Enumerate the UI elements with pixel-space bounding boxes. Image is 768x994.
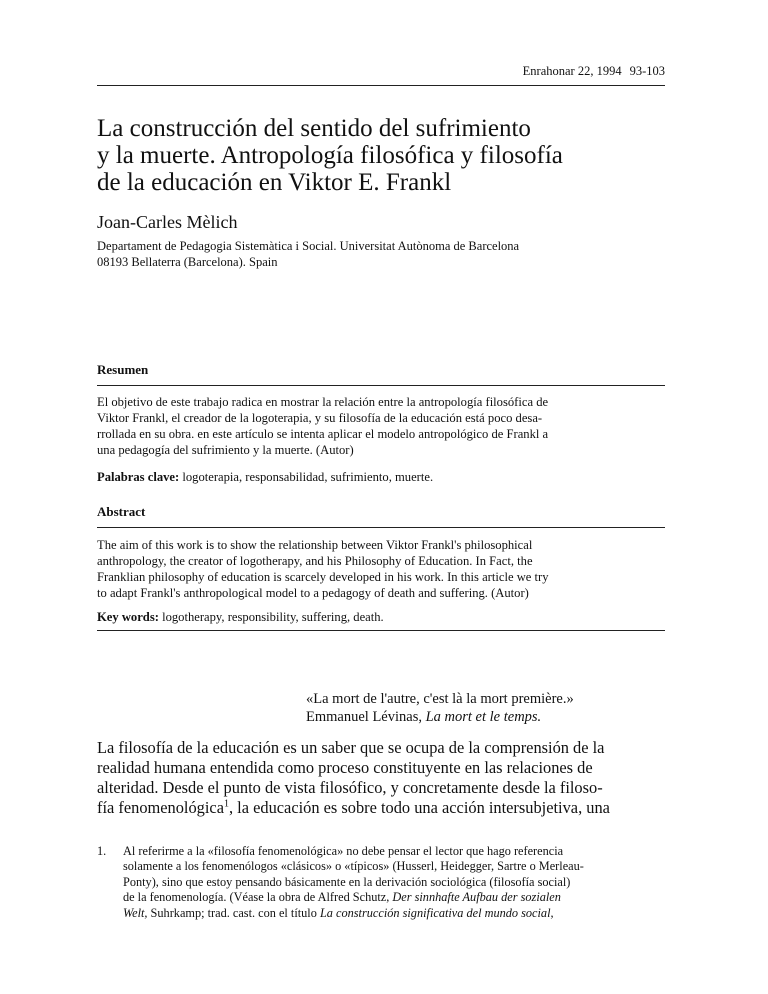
abstract-keywords xyxy=(97,609,665,625)
epigraph xyxy=(306,690,574,726)
abstract-line: Franklian philosophy of education is scarcely developed in his work. In this article we try xyxy=(97,570,549,584)
running-header xyxy=(97,64,665,86)
journal-citation: Enrahonar 22, 1994 xyxy=(522,64,622,78)
keywords-list: logoterapia, responsabilidad, sufrimiento, muerte. xyxy=(182,470,434,484)
body-line: La filosofía de la educación es un saber que se ocupa de la comprensión de la xyxy=(97,738,605,757)
body-line: alteridad. Desde el punto de vista filosófico, y concretamente desde la filoso- xyxy=(97,778,603,797)
abstract-heading: Abstract xyxy=(97,504,665,528)
resumen-line: Viktor Frankl, el creador de la logoterapia, y su filosofía de la educación está poco desa- xyxy=(97,411,543,425)
body-text xyxy=(97,738,665,818)
resumen-text xyxy=(97,394,665,458)
footnote-line: de la fenomenología. (Véase la obra de Alfred Schutz, Der sinnhafte Aufbau der sozialen xyxy=(123,890,561,905)
footnote-reference[interactable]: 1 xyxy=(223,798,229,810)
footnote-line: Welt, Suhrkamp; trad. cast. con el título La construcción significativa del mundo social, xyxy=(123,905,554,920)
title-line: y la muerte. Antropología filosófica y filosofía xyxy=(97,142,563,169)
epigraph-quote: «La mort de l'autre, c'est là la mort première.» xyxy=(306,691,574,707)
keywords-label: Key words: xyxy=(97,610,159,624)
footnote-line: Al referirme a la «filosofía fenomenológica» no debe pensar el lector que hago referencia xyxy=(123,844,564,858)
footnote-line: Ponty), sino que estoy pensando básicamente en la derivación sociológica (filosofía social) xyxy=(123,874,571,889)
body-line: fía fenomenológica$^1$, la educación es sobre todo una acción intersubjetiva, una xyxy=(97,798,610,817)
footnote-line: solamente a los fenomenólogos «clásicos» o «típicos» (Husserl, Heidegger, Sartre o Merleau- xyxy=(123,859,584,874)
affiliation-line: 08193 Bellaterra (Barcelona). Spain xyxy=(97,255,278,269)
footnote-number: 1. xyxy=(97,844,107,858)
body-line: realidad humana entendida como proceso constituyente en las relaciones de xyxy=(97,758,593,777)
section-divider xyxy=(97,630,665,631)
abstract-line: anthropology, the creator of logotherapy, and his Philosophy of Education. In Fact, the xyxy=(97,554,533,568)
affiliation-line: Departament de Pedagogia Sistemàtica i Social. Universitat Autònoma de Barcelona xyxy=(97,239,520,253)
resumen-line: una pedagogía del sufrimiento y la muerte. (Autor) xyxy=(97,443,354,457)
abstract-text xyxy=(97,537,665,601)
abstract-line: to adapt Frankl's anthropological model to a pedagogy of death and suffering. (Autor) xyxy=(97,586,529,600)
resumen-line: El objetivo de este trabajo radica en mostrar la relación entre la antropología filosófica de xyxy=(97,395,549,409)
abstract-line: The aim of this work is to show the relationship between Viktor Frankl's philosophical xyxy=(97,538,533,552)
keywords-list: logotherapy, responsibility, suffering, death. xyxy=(162,610,384,624)
page-range: 93-103 xyxy=(629,64,665,78)
article-title xyxy=(97,115,665,196)
resumen-heading: Resumen xyxy=(97,362,665,386)
title-line: La construcción del sentido del sufrimiento xyxy=(97,115,531,142)
author-name: Joan-Carles Mèlich xyxy=(97,212,238,232)
resumen-line: rrollada en su obra. en este artículo se intenta aplicar el modelo antropológico de Frankl a xyxy=(97,427,549,441)
author-affiliation xyxy=(97,238,519,270)
footnote-text xyxy=(123,844,665,921)
title-line: de la educación en Viktor E. Frankl xyxy=(97,169,452,196)
resumen-keywords xyxy=(97,469,665,485)
keywords-label: Palabras clave: xyxy=(97,470,180,484)
epigraph-attribution: Emmanuel Lévinas, La mort et le temps. xyxy=(306,709,542,725)
epigraph-work: La mort et le temps. xyxy=(425,709,542,725)
